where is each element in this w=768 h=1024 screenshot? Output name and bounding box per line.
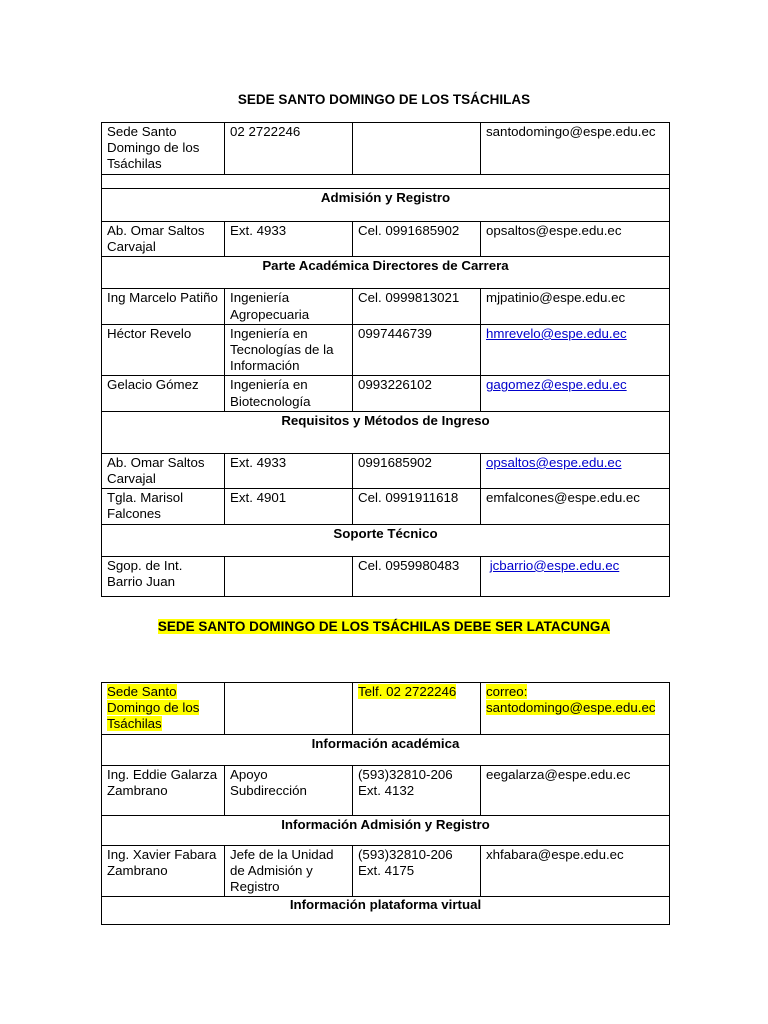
contact-email-cell bbox=[481, 453, 670, 488]
info-academica-header: Información académica bbox=[102, 734, 670, 765]
contact-phone: 0993226102 bbox=[353, 376, 481, 411]
section-header-row bbox=[102, 257, 670, 289]
sede-phone-cell bbox=[353, 683, 481, 735]
sede-name: Sede Santo Domingo de los Tsáchilas bbox=[107, 684, 200, 732]
requisitos-header: Requisitos y Métodos de Ingreso bbox=[102, 411, 670, 453]
contact-email: eegalarza@espe.edu.ec bbox=[481, 765, 670, 815]
contact-phone: (593)32810-206 Ext. 4175 bbox=[353, 845, 481, 897]
contact-phone: Cel. 0999813021 bbox=[353, 289, 481, 324]
table-row bbox=[102, 123, 670, 175]
contact-ext: Ext. 4901 bbox=[225, 489, 353, 524]
contact-name: Ing. Xavier Fabara Zambrano bbox=[102, 845, 225, 897]
contact-name: Ing Marcelo Patiño bbox=[102, 289, 225, 324]
contact-email-cell bbox=[481, 556, 670, 596]
empty-cell bbox=[225, 683, 353, 735]
spacer-row bbox=[102, 175, 670, 189]
sede-email-cell: santodomingo@espe.edu.ec bbox=[481, 123, 670, 175]
contact-name: Ab. Omar Saltos Carvajal bbox=[102, 453, 225, 488]
contact-program: Ingeniería en Tecnologías de la Información bbox=[225, 324, 353, 376]
contact-phone: 0997446739 bbox=[353, 324, 481, 376]
table-row bbox=[102, 489, 670, 524]
contact-email: mjpatinio@espe.edu.ec bbox=[481, 289, 670, 324]
section-header-row bbox=[102, 897, 670, 925]
section-header-row bbox=[102, 189, 670, 222]
sede-phone: Telf. 02 2722246 bbox=[358, 684, 457, 699]
contact-name: Gelacio Gómez bbox=[102, 376, 225, 411]
info-admision-header: Información Admisión y Registro bbox=[102, 815, 670, 845]
empty-cell bbox=[353, 123, 481, 175]
academica-header: Parte Académica Directores de Carrera bbox=[102, 257, 670, 289]
sede-name-cell bbox=[102, 683, 225, 735]
email-link[interactable]: opsaltos@espe.edu.ec bbox=[486, 454, 622, 470]
contact-role: Apoyo Subdirección bbox=[225, 765, 353, 815]
table-row bbox=[102, 222, 670, 257]
section-header-row bbox=[102, 815, 670, 845]
table-row bbox=[102, 324, 670, 376]
sede-phone-cell: 02 2722246 bbox=[225, 123, 353, 175]
contact-role: Jefe de la Unidad de Admisión y Registro bbox=[225, 845, 353, 897]
empty-cell bbox=[225, 556, 353, 596]
contacts-table-latacunga bbox=[101, 682, 670, 925]
table-row bbox=[102, 453, 670, 488]
sede-email: correo: santodomingo@espe.edu.ec bbox=[486, 684, 656, 716]
contact-phone: Cel. 0959980483 bbox=[353, 556, 481, 596]
contact-phone: Cel. 0991685902 bbox=[353, 222, 481, 257]
contact-name: Tgla. Marisol Falcones bbox=[102, 489, 225, 524]
contact-ext: Ext. 4933 bbox=[225, 453, 353, 488]
contact-email: opsaltos@espe.edu.ec bbox=[481, 222, 670, 257]
soporte-header: Soporte Técnico bbox=[102, 524, 670, 556]
section2-title-text: SEDE SANTO DOMINGO DE LOS TSÁCHILAS DEBE SER LATACUNGA bbox=[157, 619, 611, 634]
contact-phone: (593)32810-206 Ext. 4132 bbox=[353, 765, 481, 815]
table-row bbox=[102, 556, 670, 596]
contact-email: xhfabara@espe.edu.ec bbox=[481, 845, 670, 897]
sede-name-cell: Sede Santo Domingo de los Tsáchilas bbox=[102, 123, 225, 175]
contact-name: Héctor Revelo bbox=[102, 324, 225, 376]
sede-email-cell bbox=[481, 683, 670, 735]
section1-title: SEDE SANTO DOMINGO DE LOS TSÁCHILAS bbox=[237, 92, 531, 107]
table-row bbox=[102, 376, 670, 411]
table-row bbox=[102, 683, 670, 735]
contact-name: Ab. Omar Saltos Carvajal bbox=[102, 222, 225, 257]
contact-program: Ingeniería en Biotecnología bbox=[225, 376, 353, 411]
contact-name: Sgop. de Int. Barrio Juan bbox=[102, 556, 225, 596]
email-link[interactable]: gagomez@espe.edu.ec bbox=[486, 377, 627, 393]
section-header-row bbox=[102, 524, 670, 556]
section-header-row bbox=[102, 734, 670, 765]
contact-email-cell bbox=[481, 324, 670, 376]
contact-ext: Ext. 4933 bbox=[225, 222, 353, 257]
section-header-row bbox=[102, 411, 670, 453]
contact-email: emfalcones@espe.edu.ec bbox=[481, 489, 670, 524]
table-row bbox=[102, 765, 670, 815]
plataforma-header: Información plataforma virtual bbox=[102, 897, 670, 925]
email-link[interactable]: hmrevelo@espe.edu.ec bbox=[486, 325, 627, 341]
contact-program: Ingeniería Agropecuaria bbox=[225, 289, 353, 324]
contact-email-cell bbox=[481, 376, 670, 411]
section2-title bbox=[0, 619, 768, 635]
table-row bbox=[102, 289, 670, 324]
contact-name: Ing. Eddie Galarza Zambrano bbox=[102, 765, 225, 815]
contacts-table-santo-domingo bbox=[101, 122, 670, 597]
contact-phone: Cel. 0991911618 bbox=[353, 489, 481, 524]
table-row bbox=[102, 845, 670, 897]
email-link[interactable]: jcbarrio@espe.edu.ec bbox=[489, 557, 620, 573]
contact-phone: 0991685902 bbox=[353, 453, 481, 488]
admision-header: Admisión y Registro bbox=[102, 189, 670, 222]
